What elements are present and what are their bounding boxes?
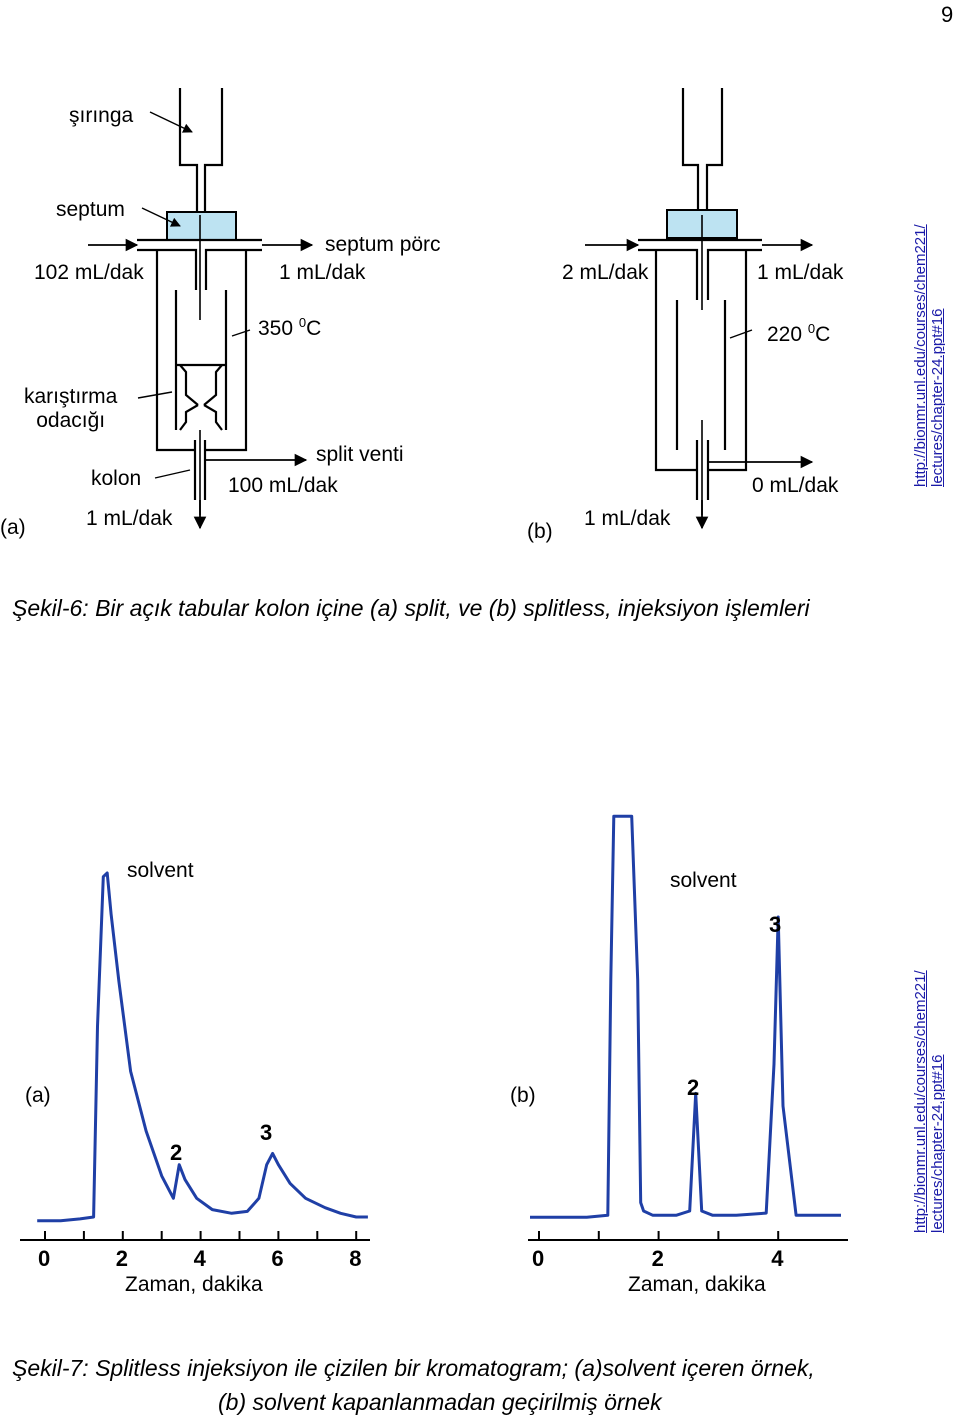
chart-a-xlabel: Zaman, dakika — [125, 1273, 263, 1296]
purge-flow-label-a: 1 mL/dak — [279, 261, 366, 284]
x-tick-label: 6 — [271, 1246, 284, 1271]
temperature-label-b: 220 $^0$C — [767, 321, 831, 346]
mixing-chamber-label: karıştırma odacığı — [24, 385, 118, 433]
figure7-caption-line1: Şekil-7: Splitless injeksiyon ile çizilen bir kromatogram; (a)solvent içeren örnek, — [12, 1355, 815, 1381]
temperature-label-a: 350 $^0$C — [258, 315, 322, 340]
inlet-flow-label-a: 102 mL/dak — [34, 262, 144, 283]
x-tick-label: 0 — [532, 1246, 545, 1271]
figure7-source-url-line2: lectures/chapter-24.ppt#16 — [929, 1054, 947, 1233]
figure6-source-url-line1: http://bionmr.unl.edu/courses/chem221/ — [912, 224, 929, 487]
x-tick-label: 0 — [38, 1246, 51, 1271]
x-tick-label: 4 — [193, 1246, 206, 1271]
purge-flow-label-b: 1 mL/dak — [757, 261, 844, 284]
diagram-b-label: (b) — [527, 520, 553, 543]
figure7-caption-line2: (b) solvent kapanlanmadan geçirilmiş örnek — [218, 1389, 662, 1415]
diagram-a-label: (a) — [0, 516, 26, 539]
column-label: kolon — [91, 467, 142, 490]
vent-flow-label-b: 0 mL/dak — [752, 474, 839, 497]
chart-b-solvent-label: solvent — [670, 869, 737, 892]
split-flow-label: 100 mL/dak — [228, 474, 338, 497]
column-flow-label-b: 1 mL/dak — [584, 507, 671, 530]
chart-a-peak-3-label: 3 — [260, 1120, 273, 1145]
figure6-caption: Şekil-6: Bir açık tabular kolon içine (a) split, ve (b) splitless, injeksiyon işlemleri — [12, 595, 810, 621]
figure7-source-url-line1: http://bionmr.unl.edu/courses/chem221/ — [912, 970, 929, 1233]
column-flow-label-a: 1 mL/dak — [86, 507, 173, 530]
inlet-flow-label-b: 2 mL/dak — [562, 261, 649, 284]
chart-a-peak-2-label: 2 — [170, 1140, 183, 1165]
chart-b-panel-label: (b) — [510, 1084, 536, 1107]
x-tick-label: 4 — [771, 1246, 784, 1271]
chart-b-xlabel: Zaman, dakika — [628, 1273, 766, 1296]
x-tick-label: 2 — [115, 1246, 129, 1271]
figure7-source-url — [912, 970, 947, 1233]
x-tick-label: 8 — [349, 1246, 362, 1271]
x-tick-label: 2 — [651, 1246, 664, 1271]
syringe-label: şırınga — [69, 104, 134, 127]
split-vent-label: split venti — [316, 443, 404, 466]
chart-b-peak-2-label: 2 — [687, 1075, 700, 1100]
page-number: 9 — [941, 2, 954, 27]
septum-purge-label: septum pörc — [325, 233, 441, 256]
chart-a-solvent-label: solvent — [127, 859, 194, 882]
chart-b-peak-3-label: 3 — [769, 912, 782, 937]
septum-label: septum — [56, 198, 125, 221]
figure6-source-url-line2: lectures/chapter-24.ppt#16 — [929, 308, 947, 487]
chart-a-panel-label: (a) — [25, 1084, 51, 1107]
